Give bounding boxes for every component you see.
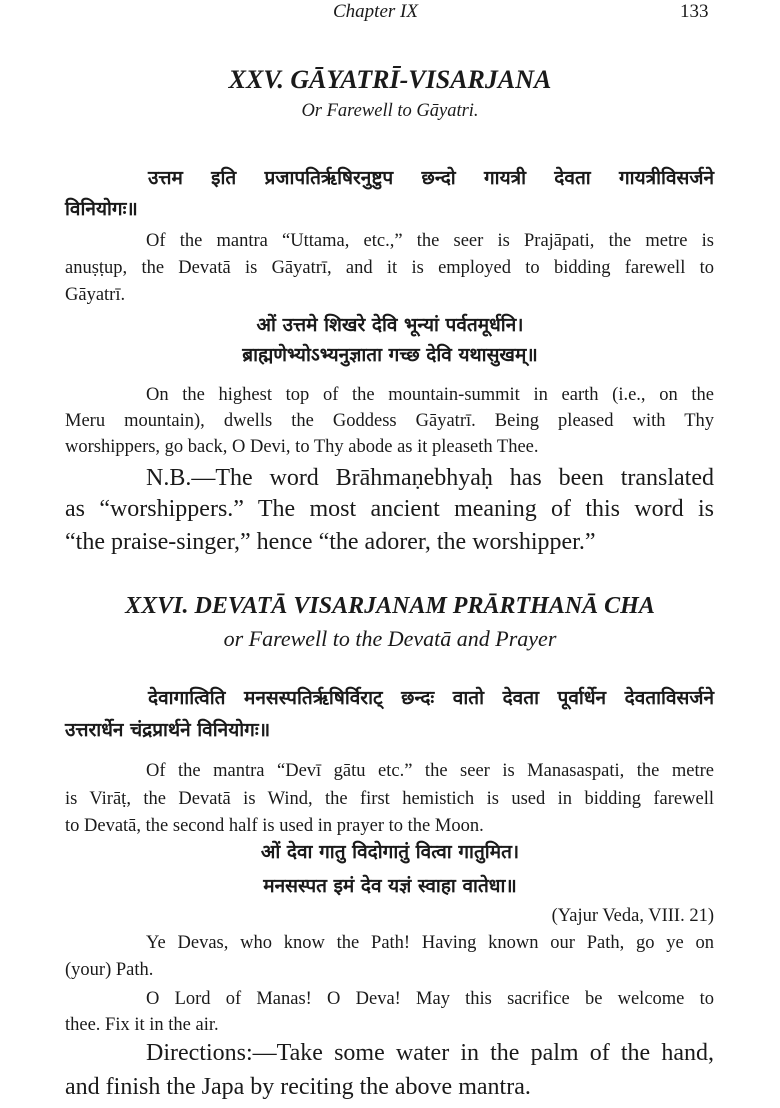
mantra-line: ओं उत्तमे शिखरे देवि भून्यां पर्वतमूर्धनि।	[256, 314, 524, 336]
text-line: On the highest top of the mountain-summit in earth (i.e., on the	[146, 385, 714, 405]
note-line: “the praise-singer,” hence “the adorer, the worshipper.”	[65, 529, 596, 555]
running-header-chapter: Chapter IX	[333, 1, 418, 22]
section-subtitle: Or Farewell to Gāyatri.	[301, 101, 479, 121]
text-line: thee. Fix it in the air.	[65, 1015, 219, 1035]
text-line: Meru mountain), dwells the Goddess Gāyatrī. Being pleased with Thy	[65, 411, 714, 431]
viniyoga-line: उत्तम इति प्रजापतिर्ऋषिरनुष्टुप छन्दो गायत्री देवता गायत्रीविसर्जने	[148, 167, 714, 189]
viniyoga-line: उत्तरार्धेन चंद्रप्रार्थने विनियोगः॥	[65, 719, 271, 741]
verse-reference: (Yajur Veda, VIII. 21)	[551, 906, 714, 926]
viniyoga-line: विनियोगः॥	[65, 198, 138, 220]
directions-line: and finish the Japa by reciting the above mantra.	[65, 1074, 531, 1100]
mantra-line: ओं देवा गातु विदोगातुं वित्वा गातुमित।	[260, 841, 520, 863]
section-title: XXV. GĀYATRĪ-VISARJANA	[228, 65, 552, 94]
section-title: XXVI. DEVATĀ VISARJANAM PRĀRTHANĀ CHA	[125, 593, 655, 619]
directions-line: Directions:—Take some water in the palm of the hand,	[146, 1040, 714, 1066]
text-line: Of the mantra “Uttama, etc.,” the seer is Prajāpati, the metre is	[146, 231, 714, 251]
note-line: as “worshippers.” The most ancient meaning of this word is	[65, 496, 714, 522]
section-subtitle: or Farewell to the Devatā and Prayer	[223, 626, 557, 651]
text-line: O Lord of Manas! O Deva! May this sacrifice be welcome to	[146, 989, 714, 1009]
text-line: (your) Path.	[65, 960, 154, 980]
page-number: 133	[680, 1, 709, 22]
text-line: worshippers, go back, O Devi, to Thy abode as it pleaseth Thee.	[65, 437, 539, 457]
note-line: N.B.—The word Brāhmaṇebhyaḥ has been translated	[146, 465, 714, 491]
mantra-line: मनसस्पत इमं देव यज्ञं स्वाहा वातेधा॥	[263, 875, 517, 897]
text-line: anuṣṭup, the Devatā is Gāyatrī, and it is employed to bidding farewell to	[65, 258, 714, 278]
text-line: Ye Devas, who know the Path! Having known our Path, go ye on	[146, 933, 714, 953]
viniyoga-line: देवागात्विति मनसस्पतिर्ऋषिर्विराट् छन्दः वातो देवता पूर्वार्धेन देवताविसर्जने	[148, 687, 714, 709]
text-line: is Virāṭ, the Devatā is Wind, the first hemistich is used in bidding farewell	[65, 789, 714, 809]
mantra-line: ब्राह्मणेभ्योऽभ्यनुज्ञाता गच्छ देवि यथासुखम्॥	[242, 344, 538, 366]
text-line: Of the mantra “Devī gātu etc.” the seer is Manasaspati, the metre	[146, 761, 714, 781]
text-line: to Devatā, the second half is used in prayer to the Moon.	[65, 816, 484, 836]
text-line: Gāyatrī.	[65, 285, 126, 305]
